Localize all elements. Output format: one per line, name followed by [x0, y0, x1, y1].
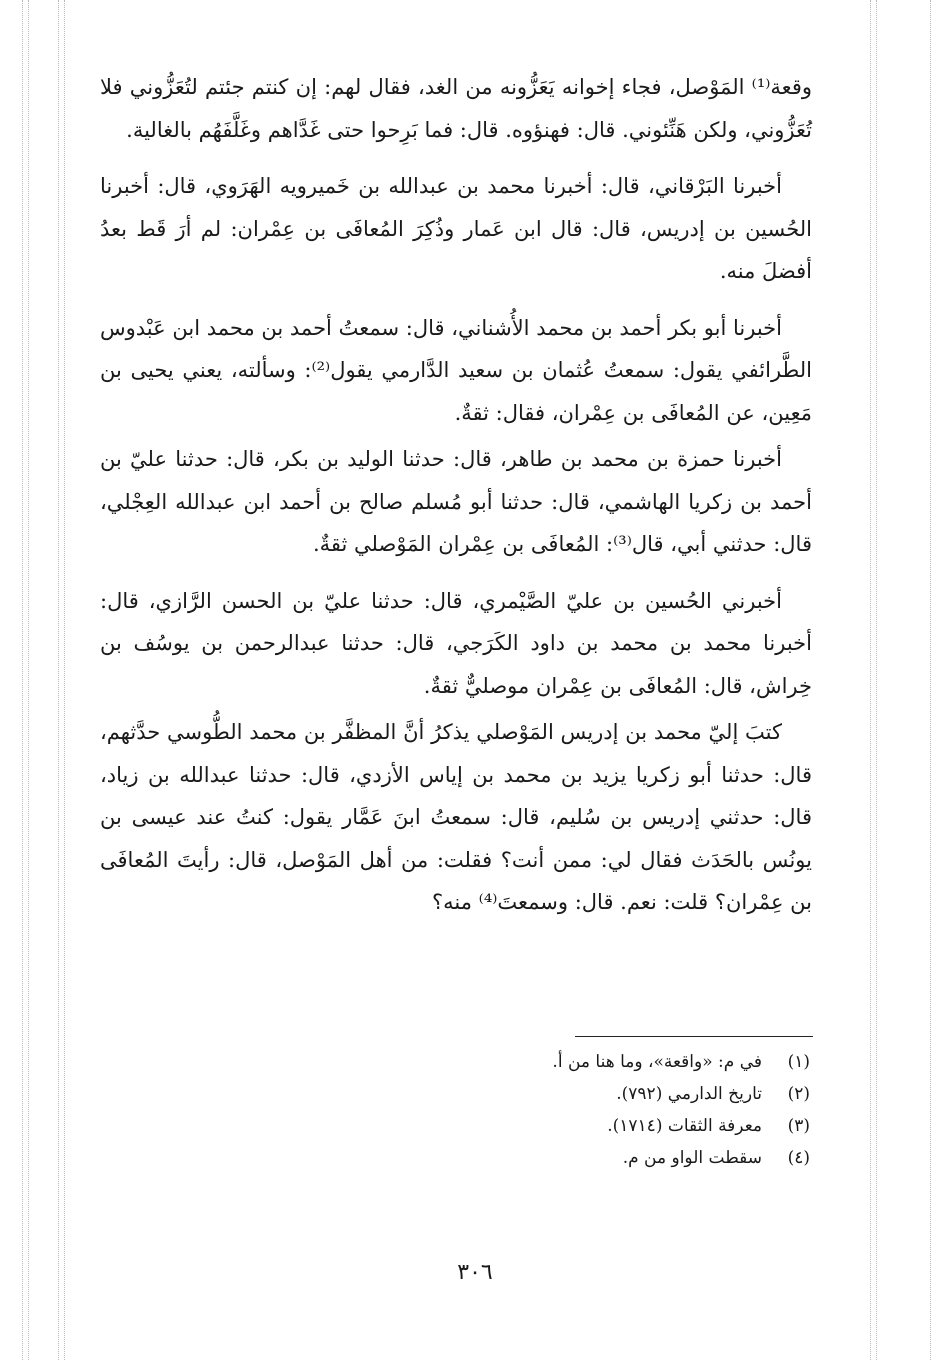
paragraph: أخبرنا أبو بكر أحمد بن محمد الأُشناني، قال: سمعتُ أحمد بن محمد ابن عَبْدوس الطَّرائفي يقول: سمعتُ عُثمان بن سعيد الدَّارمي يقول⁽²⁾: وسألته، يعني يحيى بن مَعِين، عن المُعافَى بن عِمْران، فقال: ثقةٌ. — [100, 315, 812, 425]
paragraph: أخبرنا حمزة بن محمد بن طاهر، قال: حدثنا الوليد بن بكر، قال: حدثنا عليّ بن أحمد بن زكريا الهاشمي، قال: حدثنا أبو مُسلم صالح بن أحمد ابن عبدالله العِجْلي، قال: حدثني أبي، قال⁽³⁾: المُعافَى بن عِمْران المَوْصلي ثقةٌ. — [100, 447, 812, 556]
paragraph: أخبرني الحُسين بن عليّ الصَّيْمري، قال: حدثنا عليّ بن الحسن الرَّازي، قال: أخبرنا محمد بن محمد بن داود الكَرَجي، قال: حدثنا عبدالرحمن بن يوسُف بن خِراش، قال: المُعافَى بن عِمْران موصليٌّ ثقةٌ. — [100, 588, 812, 698]
footnotes — [300, 1046, 810, 1174]
margin-guide-line — [870, 0, 871, 1360]
footnote-number: (٣) — [787, 1116, 810, 1136]
paragraph: أخبرنا البَرْقاني، قال: أخبرنا محمد بن عبدالله بن خَميرويه الهَرَوي، قال: أخبرنا الحُسين بن إدريس، قال: قال ابن عَمار وذُكِرَ المُعافَى بن عِمْران: لم أرَ قَط بعدُ أفضلَ منه. — [100, 174, 812, 283]
footnote-text: تاريخ الدارمي (٧٩٢). — [616, 1084, 762, 1104]
margin-guide-line — [22, 0, 23, 1360]
footnote-separator — [575, 1036, 813, 1037]
paragraph: وقعة⁽¹⁾ المَوْصل، فجاء إخوانه يَعَزُّونه من الغد، فقال لهم: إن كنتم جئتم لتُعَزُّوني فلا تُعَزُّوني، ولكن هَنِّئوني. قال: فهنؤوه. قال: فما بَرِحوا حتى غَدَّاهم وغَلَّفَهُم بالغالية. — [100, 75, 812, 142]
footnote-text: في م: «واقعة»، وما هنا من أ. — [552, 1052, 762, 1072]
footnote — [300, 1078, 810, 1110]
margin-guide-line — [876, 0, 877, 1360]
footnote-number: (٢) — [787, 1084, 810, 1104]
margin-guide-line — [58, 0, 59, 1360]
margin-guide-line — [930, 0, 931, 1360]
footnote-number: (٤) — [787, 1148, 810, 1168]
footnote — [300, 1142, 810, 1174]
footnote — [300, 1046, 810, 1078]
page-number: ٣٠٦ — [457, 1260, 493, 1285]
footnote-text: سقطت الواو من م. — [622, 1148, 762, 1168]
footnote-text: معرفة الثقات (١٧١٤). — [607, 1116, 762, 1136]
main-text — [100, 66, 812, 938]
footnote-number: (١) — [787, 1052, 810, 1072]
margin-guide-line — [28, 0, 29, 1360]
footnote — [300, 1110, 810, 1142]
margin-guide-line — [64, 0, 65, 1360]
paragraph: كتبَ إليّ محمد بن إدريس المَوْصلي يذكرُ أنَّ المظفَّر بن محمد الطُّوسي حدَّثهم، قال: حدثنا أبو زكريا يزيد بن محمد بن إياس الأزدي، قال: حدثنا عبدالله بن زياد، قال: حدثني إدريس بن سُليم، قال: سمعتُ ابنَ عَمَّار يقول: كنتُ عند عيسى بن يونُس بالحَدَث فقال لي: ممن أنت؟ فقلت: من أهل المَوْصل، قال: رأيتَ المُعافَى بن عِمْران؟ قلت: نعم. قال: وسمعتَ⁽⁴⁾ منه؟ — [100, 720, 812, 914]
